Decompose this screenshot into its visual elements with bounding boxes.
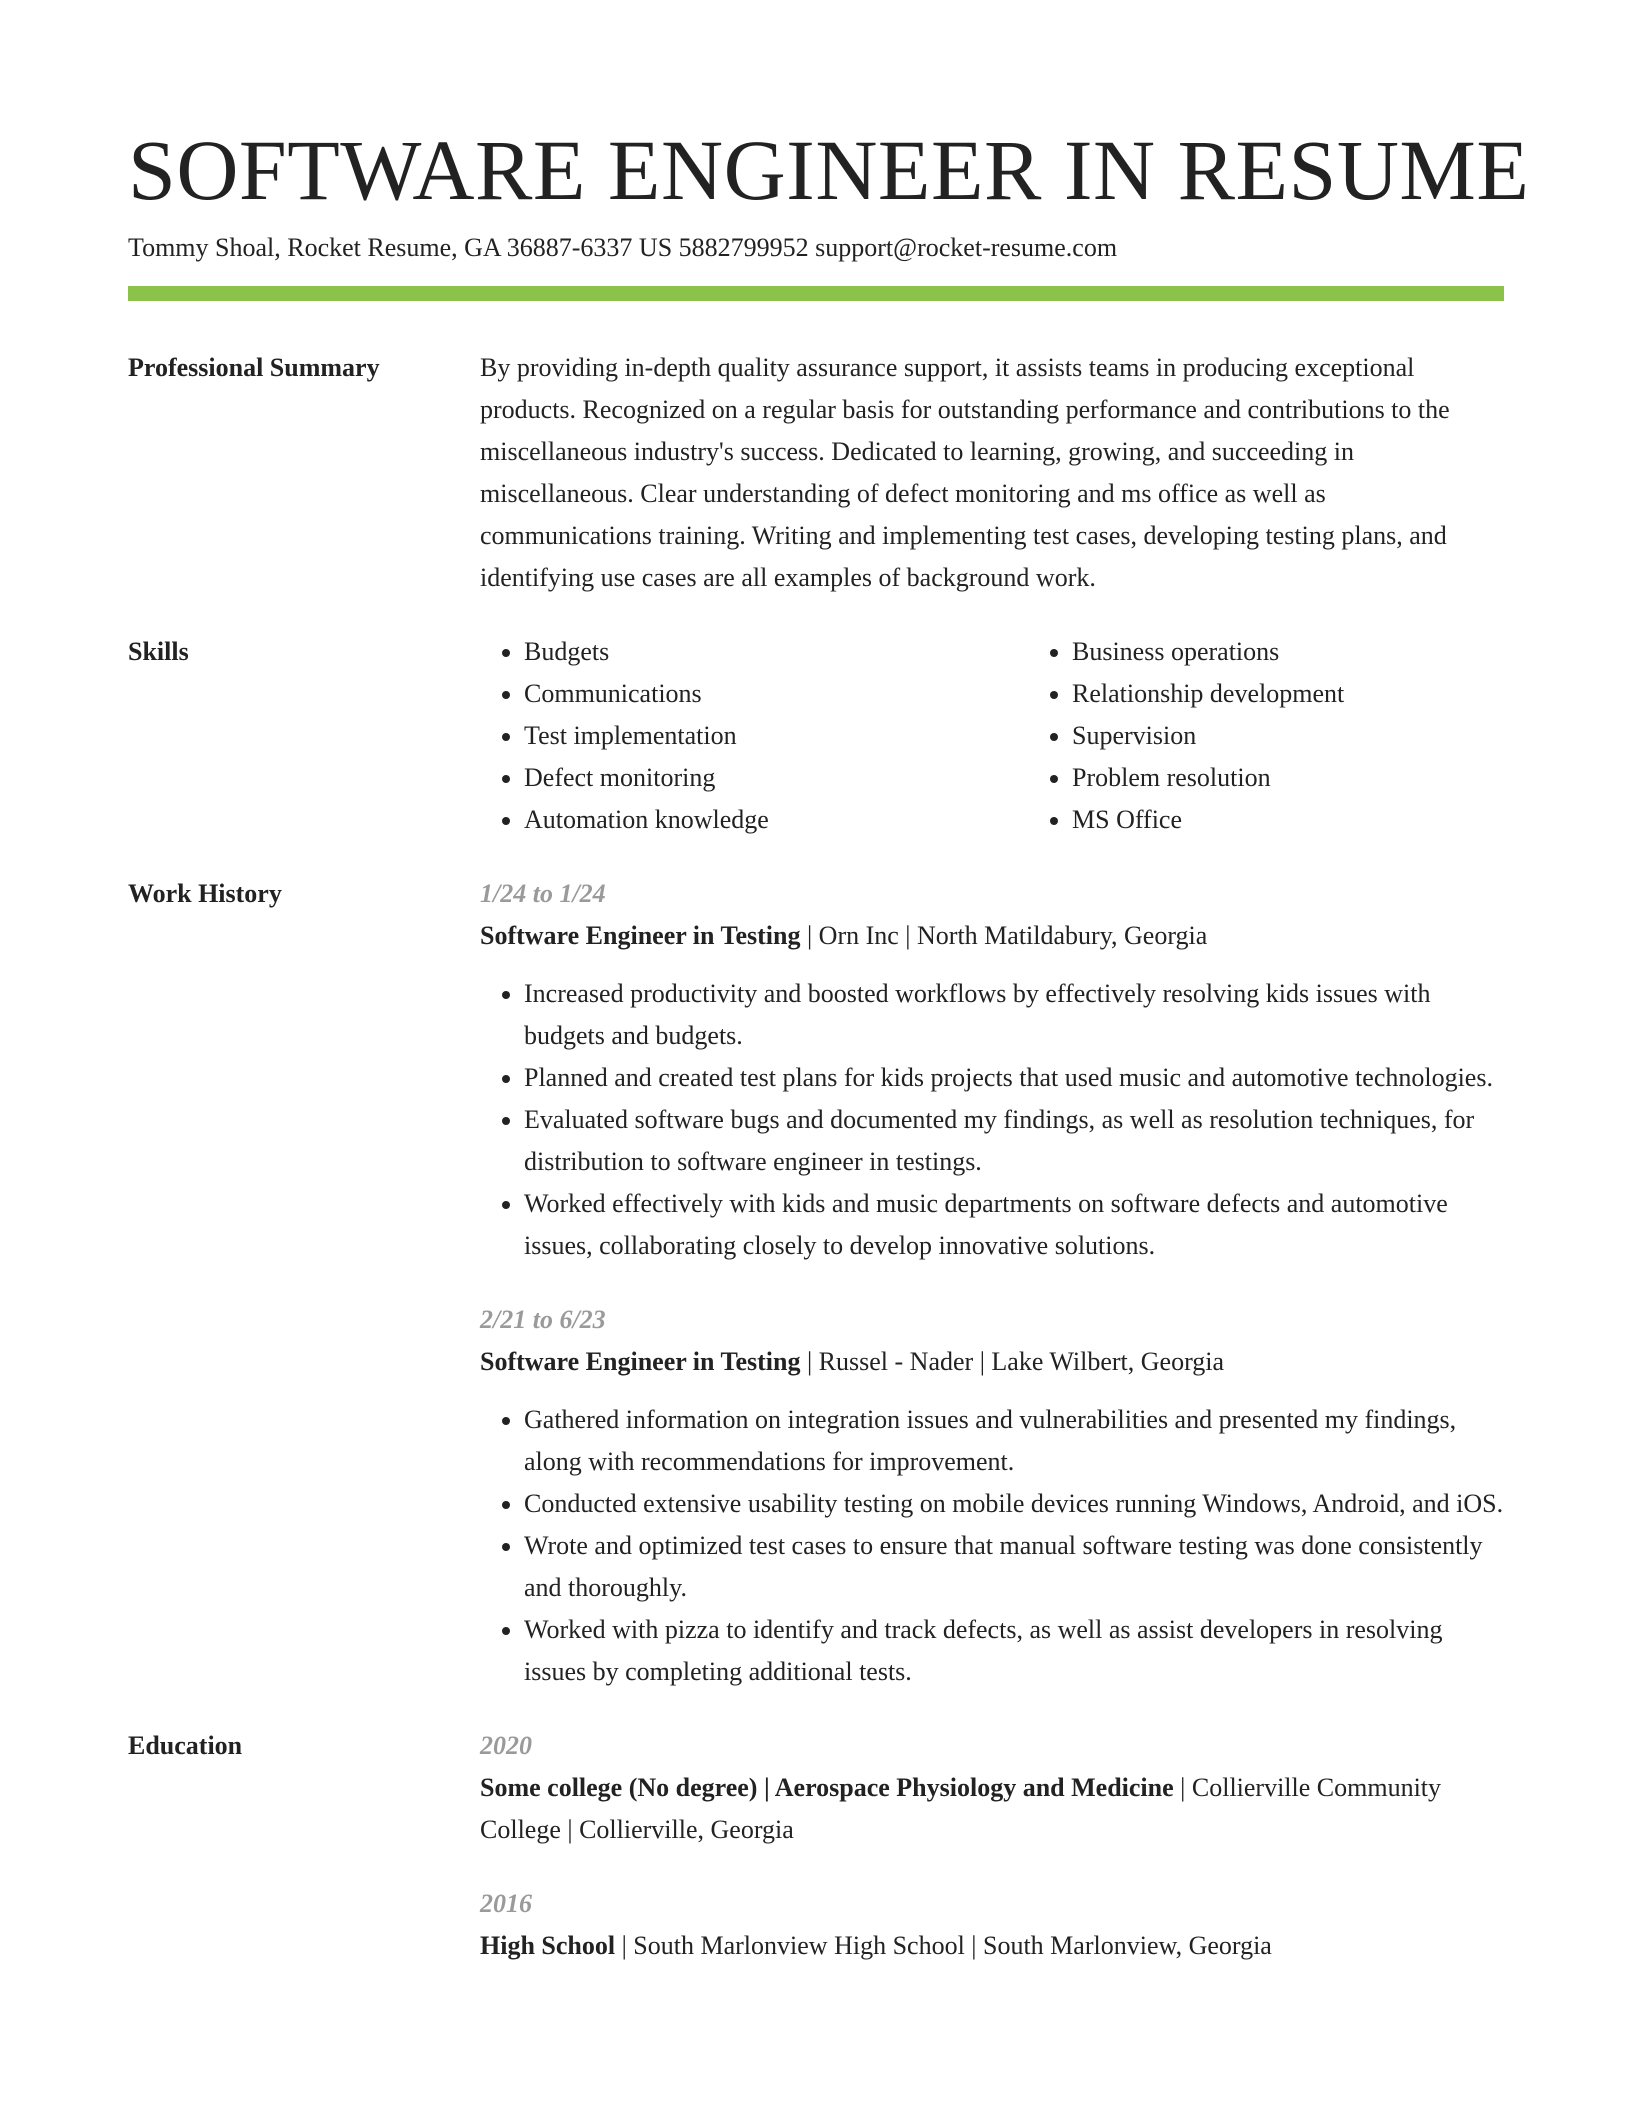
contact-info: Tommy Shoal, Rocket Resume, GA 36887-6337 US 5882799952 support@rocket-resume.com — [128, 233, 1118, 262]
job-bullets — [480, 1399, 1504, 1693]
work-history-heading: Work History — [128, 879, 282, 908]
education-degree: Some college (No degree) | Aerospace Physiology and Medicine — [480, 1773, 1174, 1802]
job-bullet: • Planned and created test plans for kids projects that used music and automotive technologies. — [524, 1057, 1504, 1099]
job-bullet: • Increased productivity and boosted workflows by effectively resolving kids issues with budgets and budgets. — [524, 973, 1504, 1057]
skill-item: • Business operations — [1072, 631, 1576, 673]
job-bullets — [480, 973, 1504, 1267]
job-entry — [480, 1299, 1504, 1693]
job-bullet: • Conducted extensive usability testing on mobile devices running Windows, Android, and iOS. — [524, 1483, 1504, 1525]
education-entry — [480, 1725, 1504, 1851]
job-title: Software Engineer in Testing — [480, 1347, 801, 1376]
education-year: 2016 — [480, 1889, 532, 1918]
resume-page — [128, 120, 1530, 1967]
job-bullet: • Worked effectively with kids and music departments on software defects and automotive issues, collaborating closely to develop innovative solutions. — [524, 1183, 1504, 1267]
resume-title: SOFTWARE ENGINEER IN RESUME — [128, 122, 1530, 218]
job-dates: 1/24 to 1/24 — [480, 879, 606, 908]
job-company-location: | Russel - Nader | Lake Wilbert, Georgia — [800, 1347, 1225, 1376]
education-entry — [480, 1883, 1504, 1967]
job-dates: 2/21 to 6/23 — [480, 1305, 606, 1334]
skill-item: • Problem resolution — [1072, 757, 1576, 799]
skill-item: • Communications — [524, 673, 1028, 715]
education-section — [128, 1725, 1504, 1967]
job-bullet: • Gathered information on integration issues and vulnerabilities and presented my findings, along with recommendations for improvement. — [524, 1399, 1504, 1483]
job-title: Software Engineer in Testing — [480, 921, 801, 950]
education-degree: High School — [480, 1931, 616, 1960]
job-bullet: • Worked with pizza to identify and track defects, as well as assist developers in resolving issues by completing additional tests. — [524, 1609, 1504, 1693]
skill-item: • MS Office — [1072, 799, 1576, 841]
skills-heading: Skills — [128, 637, 189, 666]
education-year: 2020 — [480, 1731, 532, 1760]
job-heading — [480, 1341, 1504, 1383]
education-school-location: | Collierville Community College | Collierville, Georgia — [480, 1773, 1442, 1844]
job-bullet: • Evaluated software bugs and documented my findings, as well as resolution techniques, for distribution to software engineer in testings. — [524, 1099, 1504, 1183]
skills-section — [128, 631, 1504, 841]
summary-text: By providing in-depth quality assurance support, it assists teams in producing exceptional products. Recognized on a regular basis for outstanding performance and contributions to the miscellaneous industry's success. Dedicated to learning, growing, and succeeding in miscellaneous. Clear understanding of defect monitoring and ms office as well as communications training. Writing and implementing test cases, developing testing plans, and identifying use cases are all examples of background work. — [480, 353, 1450, 592]
work-history-section — [128, 873, 1504, 1693]
skill-item: • Supervision — [1072, 715, 1576, 757]
skill-item: • Defect monitoring — [524, 757, 1028, 799]
summary-heading: Professional Summary — [128, 353, 380, 382]
job-bullet: • Wrote and optimized test cases to ensure that manual software testing was done consistently and thoroughly. — [524, 1525, 1504, 1609]
education-heading: Education — [128, 1731, 243, 1760]
skill-item: • Test implementation — [524, 715, 1028, 757]
job-heading — [480, 915, 1504, 957]
skill-item: • Relationship development — [1072, 673, 1576, 715]
skill-item: • Budgets — [524, 631, 1028, 673]
skills-list-right — [1028, 631, 1576, 841]
skills-list-left — [480, 631, 1028, 841]
skill-item: • Automation knowledge — [524, 799, 1028, 841]
skills-grid — [480, 631, 1504, 841]
summary-section — [128, 347, 1504, 599]
accent-divider — [128, 286, 1504, 301]
job-entry — [480, 873, 1504, 1267]
education-school-location: | South Marlonview High School | South Marlonview, Georgia — [615, 1931, 1272, 1960]
education-heading-line — [480, 1767, 1504, 1851]
job-company-location: | Orn Inc | North Matildabury, Georgia — [800, 921, 1208, 950]
education-heading-line — [480, 1925, 1504, 1967]
